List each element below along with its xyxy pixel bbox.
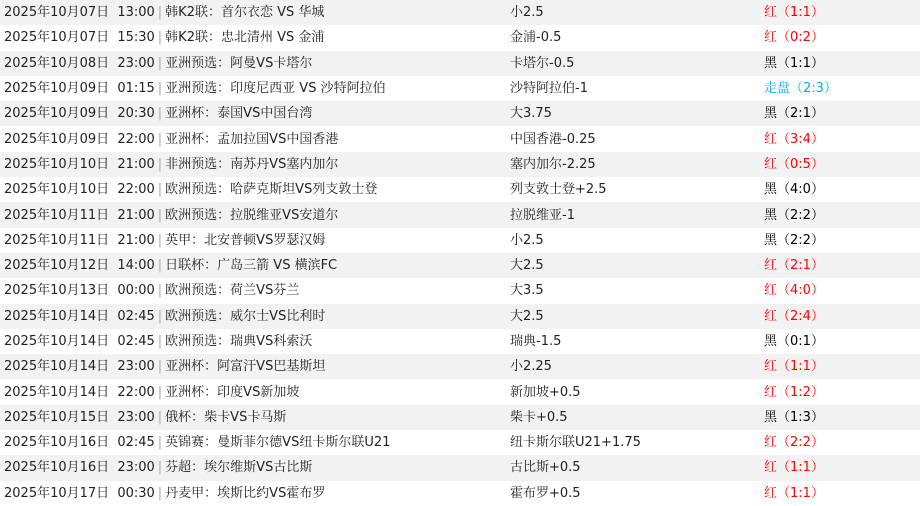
table-row (0, 152, 920, 177)
league-and-teams: 非洲预选：南苏丹VS塞内加尔 (165, 156, 339, 172)
table-row (0, 76, 920, 101)
match-time: 23:00 (117, 409, 155, 425)
match-date: 2025年10月16日 (4, 460, 110, 476)
league-and-teams: 日联杯：广岛三箭 VS 横滨FC (165, 258, 338, 274)
match-date: 2025年10月07日 (4, 30, 110, 46)
league-and-teams: 芬超：埃尔维斯VS古比斯 (165, 460, 313, 476)
final-score: （1:1） (777, 460, 824, 476)
pick-cell (506, 329, 760, 354)
match-time: 14:00 (117, 258, 155, 274)
table-row (0, 0, 920, 25)
match-time: 15:30 (117, 30, 155, 46)
match-date: 2025年10月14日 (4, 384, 110, 400)
match-time: 21:00 (117, 207, 155, 223)
match-time: 22:00 (117, 131, 155, 147)
pick-cell (506, 354, 760, 379)
result-badge: 红 (764, 435, 778, 451)
match-cell (0, 379, 506, 404)
league-and-teams: 欧洲预选：瑞典VS科索沃 (165, 334, 313, 349)
pick-cell (506, 177, 760, 202)
pick-cell (506, 202, 760, 227)
pick-cell (506, 379, 760, 404)
match-date: 2025年10月08日 (4, 55, 110, 71)
pick-label: 小2.5 (510, 232, 544, 248)
table-row (0, 354, 920, 379)
result-cell (760, 405, 920, 430)
league-and-teams: 欧洲预选：荷兰VS芬兰 (165, 283, 300, 299)
final-score: （1:1） (777, 485, 824, 501)
final-score: （2:1） (777, 106, 824, 122)
league-and-teams: 亚洲预选：印度尼西亚 VS 沙特阿拉伯 (165, 81, 386, 97)
final-score: （4:0） (777, 182, 824, 198)
league-and-teams: 亚洲预选：阿曼VS卡塔尔 (165, 55, 313, 71)
match-cell (0, 126, 506, 151)
vertical-bar-divider: | (157, 182, 163, 198)
match-time: 23:00 (117, 55, 155, 71)
match-time: 23:00 (117, 460, 155, 476)
pick-cell (506, 152, 760, 177)
table-row (0, 202, 920, 227)
pick-label: 古比斯+0.5 (510, 460, 581, 476)
pick-label: 金浦-0.5 (510, 30, 562, 46)
vertical-bar-divider: | (157, 485, 163, 501)
pick-label: 霍布罗+0.5 (510, 485, 581, 501)
match-cell (0, 329, 506, 354)
league-and-teams: 亚洲杯：孟加拉国VS中国香港 (165, 131, 339, 147)
final-score: （2:4） (777, 308, 824, 324)
pick-cell (506, 51, 760, 76)
table-row (0, 101, 920, 126)
vertical-bar-divider: | (157, 55, 163, 71)
result-badge: 红 (764, 359, 778, 375)
match-time: 22:00 (117, 384, 155, 400)
pick-cell (506, 25, 760, 50)
match-cell (0, 25, 506, 50)
table-row (0, 25, 920, 50)
final-score: （0:1） (777, 334, 824, 349)
league-and-teams: 英锦赛：曼斯菲尔德VS纽卡斯尔联U21 (165, 435, 391, 451)
result-badge: 黑 (764, 207, 778, 223)
final-score: （0:2） (777, 30, 824, 46)
result-cell (760, 455, 920, 480)
match-cell (0, 177, 506, 202)
result-badge: 红 (764, 30, 778, 46)
result-cell (760, 430, 920, 455)
match-date: 2025年10月15日 (4, 409, 110, 425)
final-score: （2:3） (790, 81, 837, 97)
table-row (0, 126, 920, 151)
result-cell (760, 354, 920, 379)
match-time: 02:45 (117, 308, 155, 324)
result-badge: 红 (764, 384, 778, 400)
vertical-bar-divider: | (157, 5, 163, 21)
match-cell (0, 228, 506, 253)
result-badge: 红 (764, 156, 778, 172)
pick-cell (506, 405, 760, 430)
vertical-bar-divider: | (157, 308, 163, 324)
league-and-teams: 韩K2联：忠北清州 VS 金浦 (165, 30, 325, 46)
league-and-teams: 欧洲预选：威尔士VS比利时 (165, 308, 326, 324)
result-badge: 红 (764, 485, 778, 501)
result-cell (760, 76, 920, 101)
league-and-teams: 丹麦甲：埃斯比约VS霍布罗 (165, 485, 326, 501)
vertical-bar-divider: | (157, 156, 163, 172)
result-cell (760, 177, 920, 202)
table-row (0, 430, 920, 455)
match-time: 20:30 (117, 106, 155, 122)
match-date: 2025年10月09日 (4, 106, 110, 122)
table-row (0, 405, 920, 430)
table-row (0, 51, 920, 76)
match-date: 2025年10月14日 (4, 308, 110, 324)
vertical-bar-divider: | (157, 106, 163, 122)
vertical-bar-divider: | (157, 334, 163, 349)
vertical-bar-divider: | (157, 384, 163, 400)
result-badge: 黑 (764, 106, 778, 122)
pick-cell (506, 0, 760, 25)
match-cell (0, 304, 506, 329)
pick-label: 列支敦士登+2.5 (510, 182, 607, 198)
league-and-teams: 亚洲杯：印度VS新加坡 (165, 384, 300, 400)
final-score: （3:4） (777, 131, 824, 147)
vertical-bar-divider: | (157, 435, 163, 451)
pick-cell (506, 126, 760, 151)
pick-label: 中国香港-0.25 (510, 131, 596, 147)
match-date: 2025年10月10日 (4, 182, 110, 198)
match-date: 2025年10月09日 (4, 81, 110, 97)
result-badge: 红 (764, 308, 778, 324)
final-score: （1:1） (777, 5, 824, 21)
result-badge: 黑 (764, 182, 778, 198)
pick-label: 瑞典-1.5 (510, 334, 562, 349)
league-and-teams: 韩K2联：首尔衣恋 VS 华城 (165, 5, 325, 21)
match-cell (0, 430, 506, 455)
table-row (0, 304, 920, 329)
match-date: 2025年10月14日 (4, 334, 110, 349)
pick-cell (506, 278, 760, 303)
result-badge: 红 (764, 283, 778, 299)
league-and-teams: 亚洲杯：泰国VS中国台湾 (165, 106, 313, 122)
result-cell (760, 481, 920, 506)
result-cell (760, 304, 920, 329)
match-cell (0, 253, 506, 278)
pick-label: 卡塔尔-0.5 (510, 55, 575, 71)
match-time: 00:00 (117, 283, 155, 299)
match-time: 00:30 (117, 485, 155, 501)
table-row (0, 228, 920, 253)
result-cell (760, 0, 920, 25)
result-cell (760, 228, 920, 253)
league-and-teams: 英甲：北安普顿VS罗瑟汉姆 (165, 232, 326, 248)
final-score: （1:1） (777, 55, 824, 71)
result-badge: 红 (764, 258, 778, 274)
vertical-bar-divider: | (157, 232, 163, 248)
table-row (0, 455, 920, 480)
final-score: （2:2） (777, 232, 824, 248)
match-time: 02:45 (117, 435, 155, 451)
result-badge: 黑 (764, 232, 778, 248)
match-time: 21:00 (117, 156, 155, 172)
match-cell (0, 354, 506, 379)
result-cell (760, 25, 920, 50)
match-cell (0, 76, 506, 101)
result-badge: 红 (764, 460, 778, 476)
result-cell (760, 278, 920, 303)
table-row (0, 379, 920, 404)
result-cell (760, 253, 920, 278)
vertical-bar-divider: | (157, 409, 163, 425)
result-badge: 红 (764, 131, 778, 147)
result-cell (760, 126, 920, 151)
match-date: 2025年10月10日 (4, 156, 110, 172)
pick-label: 小2.5 (510, 5, 544, 21)
pick-cell (506, 481, 760, 506)
vertical-bar-divider: | (157, 359, 163, 375)
league-and-teams: 欧洲预选：拉脱维亚VS安道尔 (165, 207, 339, 223)
match-cell (0, 51, 506, 76)
league-and-teams: 欧洲预选：哈萨克斯坦VS列支敦士登 (165, 182, 378, 198)
vertical-bar-divider: | (157, 207, 163, 223)
table-row (0, 177, 920, 202)
result-badge: 红 (764, 5, 778, 21)
pick-label: 大3.5 (510, 283, 544, 299)
match-date: 2025年10月07日 (4, 5, 110, 21)
pick-cell (506, 228, 760, 253)
match-date: 2025年10月16日 (4, 435, 110, 451)
match-time: 02:45 (117, 334, 155, 349)
match-time: 01:15 (117, 81, 155, 97)
match-cell (0, 0, 506, 25)
final-score: （0:5） (777, 156, 824, 172)
match-cell (0, 152, 506, 177)
match-time: 13:00 (117, 5, 155, 21)
match-date: 2025年10月12日 (4, 258, 110, 274)
final-score: （2:2） (777, 207, 824, 223)
result-cell (760, 329, 920, 354)
match-date: 2025年10月11日 (4, 207, 110, 223)
pick-label: 塞内加尔-2.25 (510, 156, 596, 172)
match-cell (0, 202, 506, 227)
pick-label: 纽卡斯尔联U21+1.75 (510, 435, 641, 451)
pick-label: 大2.5 (510, 258, 544, 274)
pick-label: 沙特阿拉伯-1 (510, 81, 588, 97)
final-score: （4:0） (777, 283, 824, 299)
match-cell (0, 278, 506, 303)
pick-cell (506, 304, 760, 329)
result-badge: 黑 (764, 334, 778, 349)
vertical-bar-divider: | (157, 460, 163, 476)
final-score: （1:3） (777, 409, 824, 425)
pick-label: 拉脱维亚-1 (510, 207, 575, 223)
pick-label: 大3.75 (510, 106, 552, 122)
match-date: 2025年10月11日 (4, 232, 110, 248)
pick-cell (506, 76, 760, 101)
table-row (0, 253, 920, 278)
match-time: 23:00 (117, 359, 155, 375)
match-cell (0, 101, 506, 126)
pick-label: 大2.5 (510, 308, 544, 324)
pick-label: 柴卡+0.5 (510, 409, 568, 425)
match-cell (0, 405, 506, 430)
match-time: 21:00 (117, 232, 155, 248)
date-time-separator (109, 486, 117, 501)
pick-cell (506, 430, 760, 455)
table-row (0, 278, 920, 303)
match-date: 2025年10月14日 (4, 359, 110, 375)
pick-cell (506, 101, 760, 126)
result-cell (760, 379, 920, 404)
pick-cell (506, 455, 760, 480)
match-date: 2025年10月17日 (4, 485, 110, 501)
vertical-bar-divider: | (157, 258, 163, 274)
vertical-bar-divider: | (157, 283, 163, 299)
table-row (0, 329, 920, 354)
result-cell (760, 202, 920, 227)
match-cell (0, 455, 506, 480)
match-cell (0, 481, 506, 506)
result-cell (760, 101, 920, 126)
table-row (0, 481, 920, 506)
vertical-bar-divider: | (157, 131, 163, 147)
match-date: 2025年10月13日 (4, 283, 110, 299)
result-cell (760, 152, 920, 177)
pick-label: 小2.25 (510, 359, 552, 375)
pick-cell (506, 253, 760, 278)
match-date: 2025年10月09日 (4, 131, 110, 147)
pick-label: 新加坡+0.5 (510, 384, 581, 400)
final-score: （1:2） (777, 384, 824, 400)
result-badge: 走盘 (764, 81, 791, 97)
final-score: （2:2） (777, 435, 824, 451)
league-and-teams: 亚洲杯：阿富汗VS巴基斯坦 (165, 359, 326, 375)
final-score: （1:1） (777, 359, 824, 375)
vertical-bar-divider: | (157, 30, 163, 46)
vertical-bar-divider: | (157, 81, 163, 97)
result-cell (760, 51, 920, 76)
result-badge: 黑 (764, 409, 778, 425)
final-score: （2:1） (777, 258, 824, 274)
league-and-teams: 俄杯：柴卡VS卡马斯 (165, 409, 287, 425)
result-badge: 黑 (764, 55, 778, 71)
match-time: 22:00 (117, 182, 155, 198)
